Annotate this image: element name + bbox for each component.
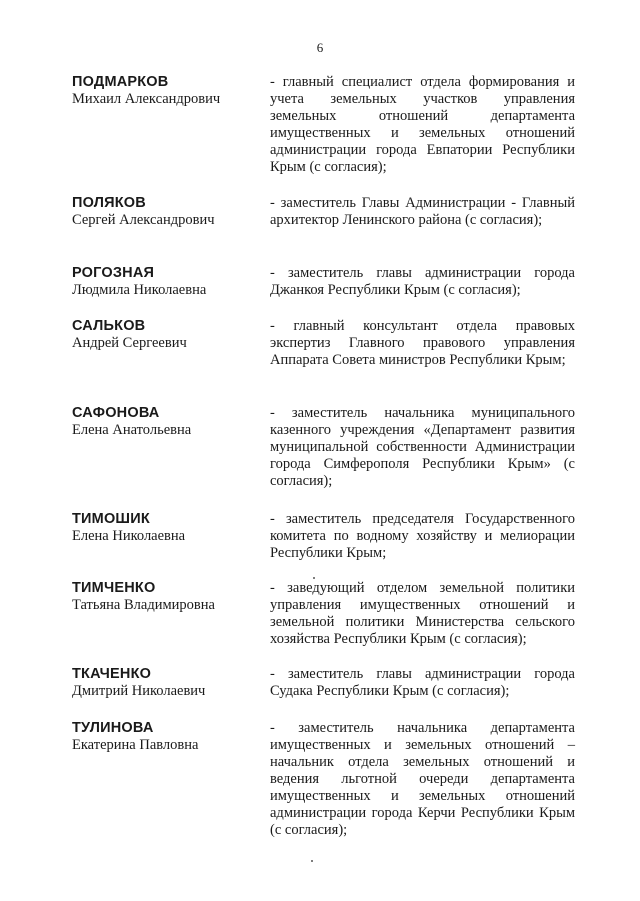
member-surname: ТИМОШИК (72, 511, 150, 527)
member-surname: САФОНОВА (72, 405, 160, 421)
member-surname: ТИМЧЕНКО (72, 580, 156, 596)
member-name-block (72, 74, 262, 108)
member-role: - главный специалист отдела формирования и учета земельных участков управления земельных отношений департамента имущественных и земельных отношений администрации города Евпатории Республики Крым (с согласия); (270, 74, 575, 175)
scan-speck (311, 860, 313, 862)
member-surname: РОГОЗНАЯ (72, 265, 155, 281)
member-role: - заведующий отделом земельной политики управления имущественных отношений и земельной политики Министерства сельского хозяйства Республики Крым (с согласия); (270, 580, 575, 647)
page-number: 6 (316, 40, 324, 55)
member-given-names: Сергей Александрович (72, 212, 215, 228)
member-name-block (72, 405, 262, 439)
member-given-names: Михаил Александрович (72, 91, 221, 107)
member-given-names: Елена Анатольевна (72, 422, 192, 438)
member-given-names: Татьяна Владимировна (72, 597, 215, 613)
member-name-block (72, 511, 262, 545)
member-name-block (72, 318, 262, 352)
member-role: - заместитель председателя Государственного комитета по водному хозяйству и мелиорации Республики Крым; (270, 511, 575, 561)
member-name-block (72, 195, 262, 229)
member-surname: САЛЬКОВ (72, 318, 146, 334)
member-name-block (72, 666, 262, 700)
member-given-names: Андрей Сергеевич (72, 335, 187, 351)
member-role: - заместитель начальника муниципального казенного учреждения «Департамент развития муниципальной собственности Администрации города Симферополя Республики Крым» (с согласия); (270, 405, 575, 489)
member-name-block (72, 265, 262, 299)
member-surname: ТКАЧЕНКО (72, 666, 152, 682)
member-given-names: Людмила Николаевна (72, 282, 207, 298)
member-surname: ТУЛИНОВА (72, 720, 154, 736)
member-given-names: Елена Николаевна (72, 528, 186, 544)
member-given-names: Екатерина Павловна (72, 737, 199, 753)
member-surname: ПОЛЯКОВ (72, 195, 146, 211)
member-name-block (72, 720, 262, 754)
scan-speck (313, 577, 315, 579)
member-role: - главный консультант отдела правовых экспертиз Главного правового управления Аппарата Совета министров Республики Крым; (270, 318, 575, 368)
member-role: - заместитель начальника департамента имущественных и земельных отношений – начальник отдела земельных отношений и ведения льготной очереди департамента имущественных и земельных отношений администрации города Керчи Республики Крым (с согласия); (270, 720, 575, 838)
member-name-block (72, 580, 262, 614)
member-role: - заместитель главы администрации города Джанкоя Республики Крым (с согласия); (270, 265, 575, 298)
member-role: - заместитель Главы Администрации - Главный архитектор Ленинского района (с согласия); (270, 195, 575, 228)
member-surname: ПОДМАРКОВ (72, 74, 169, 90)
member-role: - заместитель главы администрации города Судака Республики Крым (с согласия); (270, 666, 575, 699)
member-given-names: Дмитрий Николаевич (72, 683, 206, 699)
